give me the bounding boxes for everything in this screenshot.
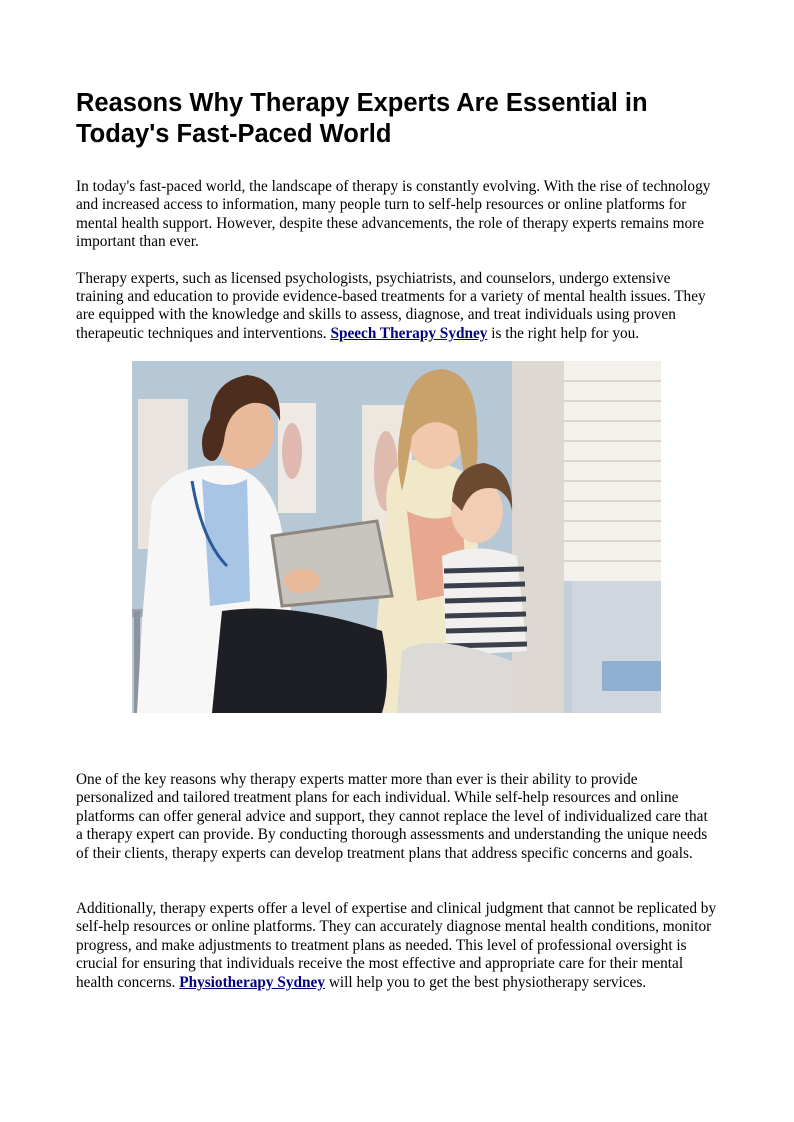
article (76, 88, 718, 991)
experts-text: Therapy experts, such as licensed psychologists, psychiatrists, and counselors, undergo extensive training and education to provide evidence-based treatments for a variety of mental health issues. They are equipped with the knowledge and skills to assess, diagnose, and treat individuals using proven therapeutic techniques and interventions. (76, 269, 706, 342)
article-title: Reasons Why Therapy Experts Are Essential in Today's Fast-Paced World (76, 89, 648, 148)
doctor-mother-child-photo (132, 361, 661, 713)
experts-paragraph (76, 270, 718, 344)
expertise-text: Additionally, therapy experts offer a level of expertise and clinical judgment that cannot be replicated by self-help resources or online platforms. They can accurately diagnose mental health conditions, monitor progress, and make adjustments to treatment plans as needed. This level of professional oversight is crucial for ensuring that individuals receive the most effective and appropriate care for their mental health concerns. (76, 900, 717, 991)
experts-text-end: is the right help for you. (487, 324, 640, 342)
personalized-care-paragraph: One of the key reasons why therapy experts matter more than ever is their ability to provide personalized and tailored treatment plans for each individual. While self-help resources and online platforms can offer general advice and support, they cannot replace the level of individualized care that a therapy expert can provide. By conducting thorough assessments and understanding the unique needs of their clients, therapy experts can develop treatment plans that address specific concerns and goals. (76, 771, 708, 862)
physiotherapy-link[interactable]: Physiotherapy Sydney (179, 973, 325, 991)
expertise-paragraph (76, 900, 718, 992)
intro-paragraph: In today's fast-paced world, the landscape of therapy is constantly evolving. With the rise of technology and increased access to information, many people turn to self-help resources or online platforms for mental health support. However, despite these advancements, the role of therapy experts remains more important than ever. (76, 178, 711, 251)
speech-therapy-link[interactable]: Speech Therapy Sydney (330, 324, 488, 342)
expertise-text-end: will help you to get the best physiotherapy services. (325, 973, 647, 991)
